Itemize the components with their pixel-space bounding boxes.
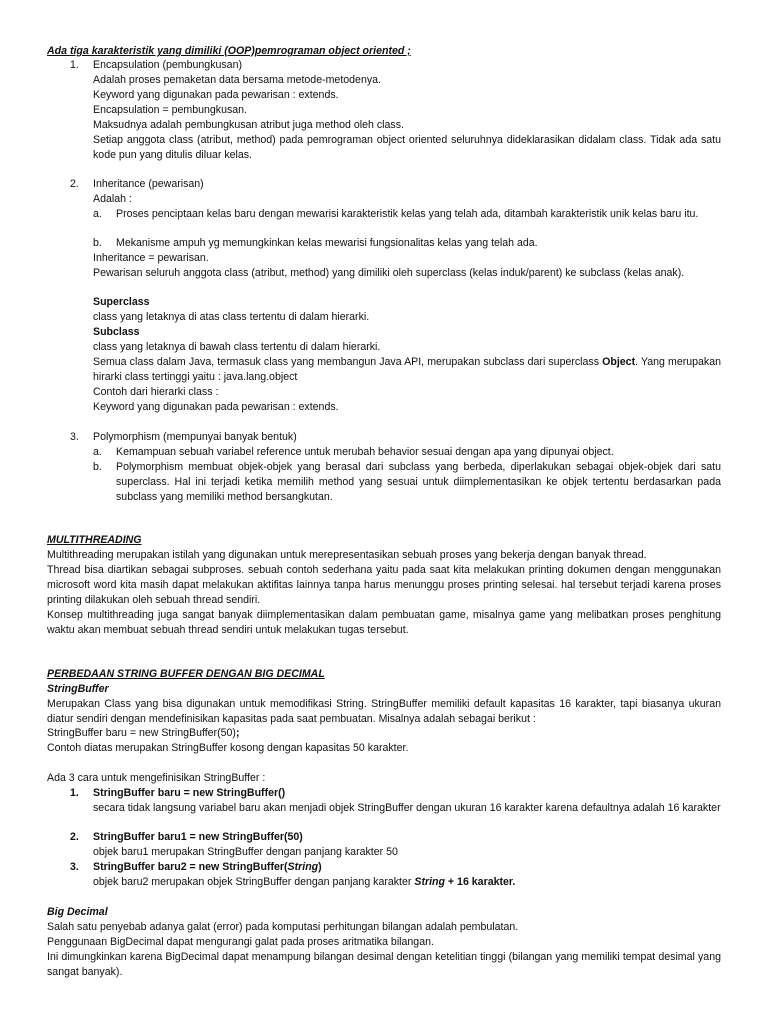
java-object-paragraph: [93, 355, 721, 385]
text-span: + 16 karakter.: [444, 876, 516, 888]
list-number: 2.: [70, 178, 79, 190]
code-line: StringBuffer baru = new StringBuffer(): [93, 787, 286, 799]
code-text: ): [318, 861, 322, 873]
code-line: StringBuffer baru1 = new StringBuffer(50): [93, 831, 303, 843]
oop-title: Ada tiga karakteristik yang dimiliki (OOP)pemrograman object oriented ;: [47, 45, 411, 57]
subclass-label: Subclass: [93, 326, 140, 338]
list-letter: b.: [93, 237, 102, 249]
text-line: class yang letaknya di atas class tertentu di dalam hierarki.: [93, 311, 370, 323]
code-line: [47, 726, 721, 741]
text-line: Salah satu penyebab adanya galat (error) pada komputasi perhitungan bilangan adalah pembulatan.: [47, 921, 519, 933]
multithreading-title: MULTITHREADING: [47, 534, 142, 546]
text-line: Keyword yang digunakan pada pewarisan : extends.: [93, 89, 339, 101]
text-line: Keyword yang digunakan pada pewarisan : extends.: [93, 401, 339, 413]
code-line: [93, 860, 322, 875]
text-line: Penggunaan BigDecimal dapat mengurangi galat pada proses aritmatika bilangan.: [47, 936, 434, 948]
bigdecimal-paragraph: Ini dimungkinkan karena BigDecimal dapat menampung bilangan desimal dengan ketelitian tinggi (bilangan yang memiliki tempat desimal yang sangat banyak).: [47, 951, 721, 978]
list-number: 2.: [70, 831, 79, 843]
code-italic: String: [287, 861, 319, 873]
list-number: 3.: [70, 431, 79, 443]
text-span: objek baru2 merupakan objek StringBuffer dengan panjang karakter: [93, 876, 415, 888]
code-semicolon: ;: [235, 727, 240, 739]
polymorphism-heading: Polymorphism (mempunyai banyak bentuk): [93, 431, 297, 443]
list-letter: b.: [93, 461, 102, 473]
encapsulation-heading: Encapsulation (pembungkusan): [93, 59, 242, 71]
inheritance-item-b: Mekanisme ampuh yg memungkinkan kelas mewarisi fungsionalitas kelas yang telah ada.: [116, 237, 538, 249]
encapsulation-paragraph: Setiap anggota class (atribut, method) pada pemrograman object oriented seluruhnya dideklarasikan didalam class. Tidak ada satu kode pun yang ditulis diluar kelas.: [93, 134, 721, 161]
text-line: Contoh diatas merupakan StringBuffer kosong dengan kapasitas 50 karakter.: [47, 742, 409, 754]
inheritance-item-a: Proses penciptaan kelas baru dengan mewarisi karakteristik kelas yang telah ada, ditambah karakteristik unik kelas baru itu.: [116, 208, 699, 220]
text-line: class yang letaknya di bawah class tertentu di dalam hierarki.: [93, 341, 381, 353]
text-line: Adalah proses pemaketan data bersama metode-metodenya.: [93, 74, 381, 86]
list-number: 3.: [70, 861, 79, 873]
text-line: Inheritance = pewarisan.: [93, 252, 209, 264]
text-line: Multithreading merupakan istilah yang digunakan untuk merepresentasikan sebuah proses yang bekerja dengan banyak thread.: [47, 549, 647, 561]
list-letter: a.: [93, 208, 102, 220]
text-span: . Yang merupakan hirarki class tertinggi yaitu : java.lang.object: [93, 356, 721, 383]
polymorphism-item-b: Polymorphism membuat objek-objek yang berasal dari subclass yang berbeda, diperlakukan sebagai objek-objek dari satu superclass. Hal ini terjadi ketika memilih method yang sesuai untuk diimplementasikan ke objek tertentu berdasarkan pada subclass yang memiliki method bersangkutan.: [116, 461, 721, 503]
stringbuffer-subtitle: StringBuffer: [47, 683, 109, 695]
way-description: [93, 875, 515, 890]
multithreading-paragraph: Thread bisa diartikan sebagai subproses. sebuah contoh sederhana yaitu pada saat kita melakukan printing dokumen dengan menggunakan microsoft word kita masih dapat melakukan aktifitas lainnya tanpa harus menunggu proses printing selesai. hal tersebut terjadi karena proses printing dilakukan oleh sebuah thread sendiri.: [47, 564, 721, 606]
bigdecimal-subtitle: Big Decimal: [47, 906, 108, 918]
inheritance-heading: Inheritance (pewarisan): [93, 178, 204, 190]
list-number: 1.: [70, 59, 79, 71]
way-description: secara tidak langsung variabel baru akan menjadi objek StringBuffer dengan ukuran 16 karakter karena defaultnya adalah 16 karakter: [93, 802, 721, 814]
list-letter: a.: [93, 446, 102, 458]
code-text: StringBuffer baru2 = new StringBuffer(: [93, 861, 288, 873]
list-number: 1.: [70, 787, 79, 799]
stringbuffer-title: PERBEDAAN STRING BUFFER DENGAN BIG DECIMAL: [47, 668, 325, 680]
superclass-label: Superclass: [93, 296, 150, 308]
text-line: Adalah :: [93, 193, 132, 205]
string-keyword: String: [414, 876, 445, 888]
way-description: objek baru1 merupakan StringBuffer dengan panjang karakter 50: [93, 846, 398, 858]
polymorphism-item-a: Kemampuan sebuah variabel reference untuk merubah behavior sesuai dengan apa yang dipunyai object.: [116, 446, 614, 458]
text-line: Maksudnya adalah pembungkusan atribut juga method oleh class.: [93, 119, 404, 131]
stringbuffer-paragraph: Merupakan Class yang bisa digunakan untuk memodifikasi String. StringBuffer memiliki default kapasitas 16 karakter, tapi biasanya ukuran diatur sendiri dengan mendefinisikan kapasitas pada saat pembuatan. Misalnya adalah sebagai berikut :: [47, 698, 721, 725]
text-line: Contoh dari hierarki class :: [93, 386, 219, 398]
code-text: StringBuffer baru = new StringBuffer(50): [47, 727, 236, 739]
object-keyword: Object: [602, 356, 636, 368]
inheritance-paragraph: Pewarisan seluruh anggota class (atribut, method) yang dimiliki oleh superclass (kelas induk/parent) ke subclass (kelas anak).: [93, 267, 685, 279]
multithreading-paragraph: Konsep multithreading juga sangat banyak diimplementasikan dalam pembuatan game, misalnya game yang melibatkan proses penghitung waktu akan membuat sebuah thread sendiri untuk melakukan tugas tersebut.: [47, 609, 721, 636]
text-line: Ada 3 cara untuk mengefinisikan StringBuffer :: [47, 772, 266, 784]
text-span: Semua class dalam Java, termasuk class yang membangun Java API, merupakan subclass dari superclass: [93, 356, 603, 368]
text-line: Encapsulation = pembungkusan.: [93, 104, 248, 116]
